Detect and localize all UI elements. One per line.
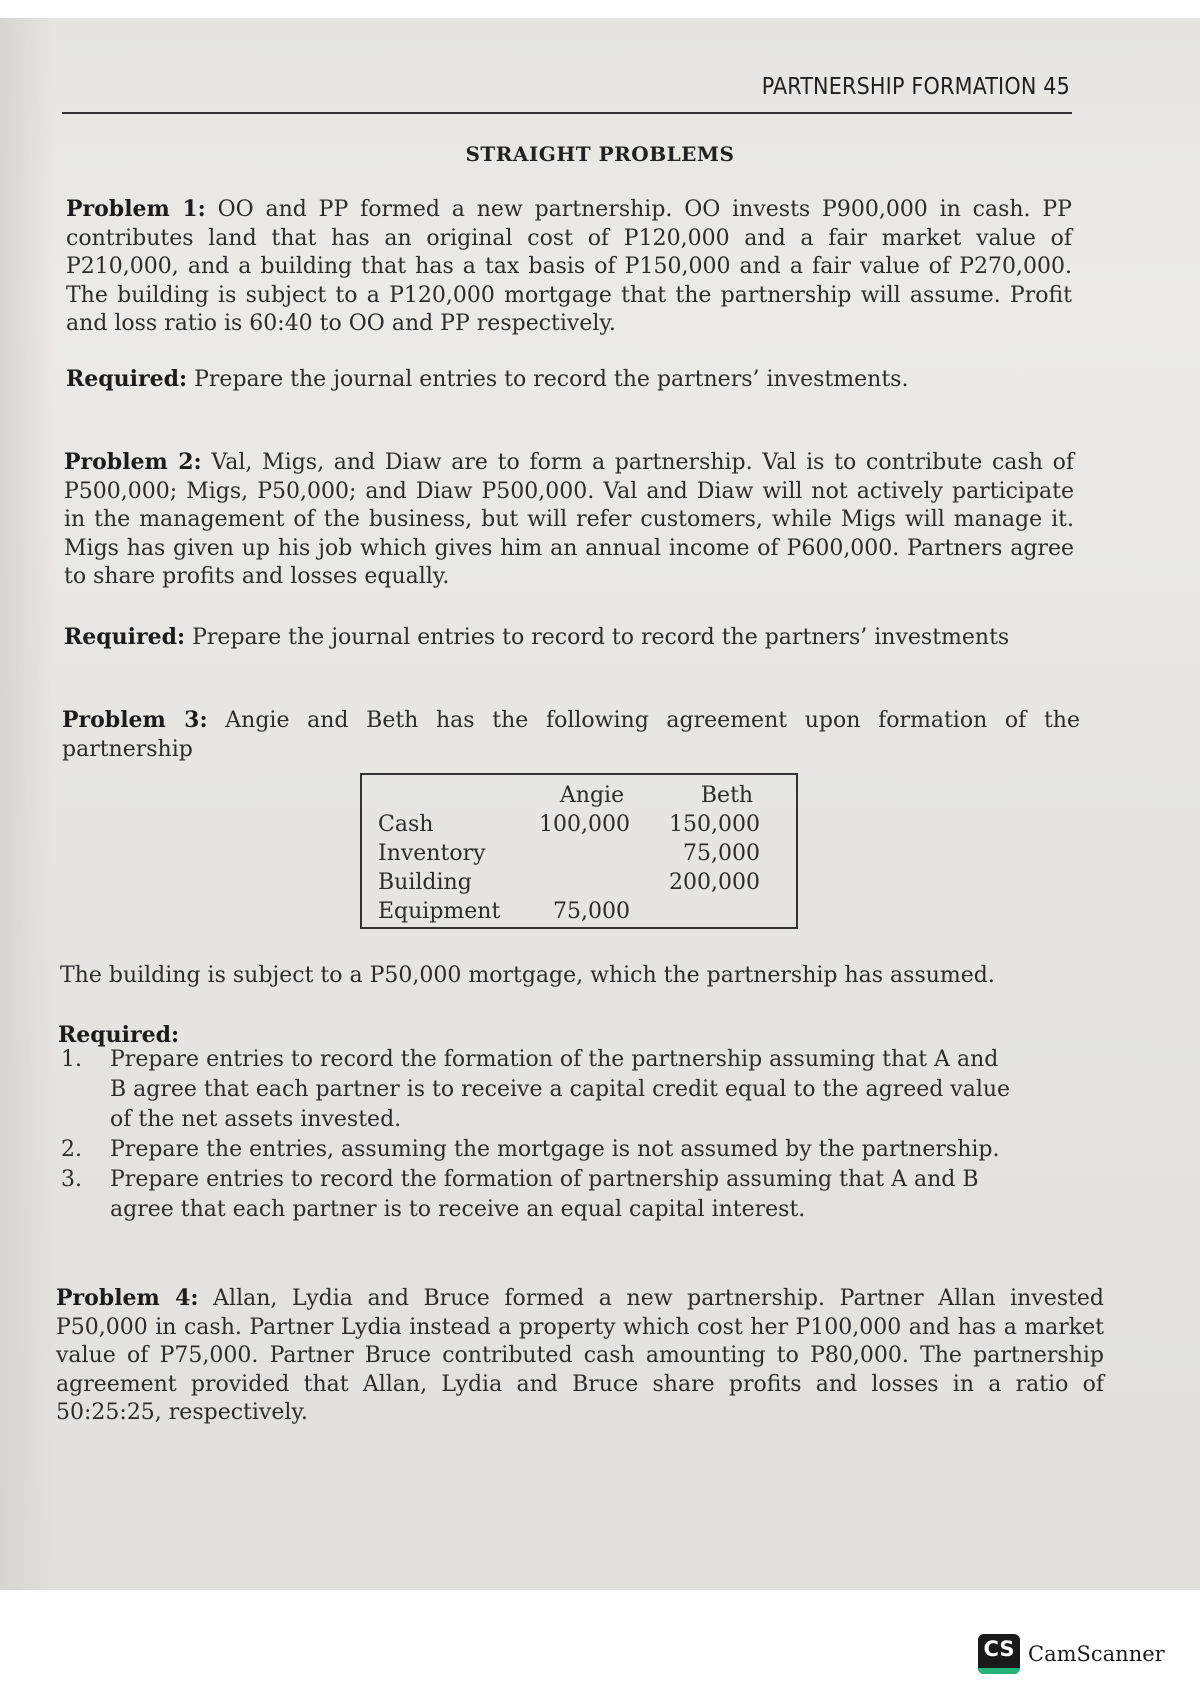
problem-1 — [66, 195, 1072, 339]
contribution-table — [360, 773, 798, 929]
table-cell-angie: 100,000 — [539, 812, 630, 837]
scanned-page — [0, 18, 1200, 1590]
problem-2 — [64, 448, 1074, 592]
required-label: Required: — [66, 366, 188, 392]
table-cell-beth: 200,000 — [669, 870, 760, 895]
problem-2-text: Val, Migs, and Diaw are to form a partnership. Val is to contribute cash of P500,000; Migs, P50,000; and Diaw P500,000. Val and Diaw will not actively participate in the management of the business, but will refer customers, while Migs will manage it. Migs has given up his job which gives him an annual income of P600,000. Partners agree to share profits and losses equally. — [64, 450, 1074, 589]
problem-4-text: Allan, Lydia and Bruce formed a new partnership. Partner Allan invested P50,000 in cash. Partner Lydia instead a property which cost her P100,000 and has a market value of P75,000. Partner Bruce contributed cash amounting to P80,000. The partnership agreement provided that Allan, Lydia and Bruce share profits and losses in a ratio of 50:25:25, respectively. — [56, 1286, 1104, 1425]
item-number: 1. — [61, 1047, 82, 1072]
table-cell-angie: 75,000 — [553, 899, 630, 924]
problem-1-label: Problem 1: — [66, 196, 206, 222]
required-text: Prepare the journal entries to record to record the partners’ investments — [192, 625, 1010, 650]
table-header-angie: Angie — [559, 783, 625, 808]
item-number: 3. — [61, 1167, 82, 1192]
camscanner-watermark — [978, 1634, 1188, 1678]
camscanner-logo-icon — [978, 1634, 1020, 1674]
item-line: Prepare entries to record the formation of partnership assuming that A and B — [110, 1167, 979, 1192]
problem-4-label: Problem 4: — [56, 1285, 199, 1311]
problem-3-text: Angie and Beth has the following agreement upon formation of the partnership — [62, 708, 1080, 762]
problem-3-required-label: Required: — [58, 1022, 180, 1048]
problem-4 — [56, 1284, 1104, 1428]
table-row-label: Inventory — [378, 841, 486, 866]
item-text — [110, 1165, 979, 1225]
problem-2-label: Problem 2: — [64, 449, 202, 475]
section-title: STRAIGHT PROBLEMS — [465, 142, 735, 166]
table-header-beth: Beth — [700, 783, 754, 808]
table-cell-beth: 75,000 — [683, 841, 760, 866]
required-text: Prepare the journal entries to record the partners’ investments. — [194, 367, 909, 392]
mortgage-note: The building is subject to a P50,000 mortgage, which the partnership has assumed. — [60, 963, 995, 988]
item-line: Prepare the entries, assuming the mortgage is not assumed by the partnership. — [110, 1137, 1000, 1162]
problem-3-label: Problem 3: — [62, 707, 208, 733]
table-row-label: Building — [378, 870, 472, 895]
table-cell-beth: 150,000 — [669, 812, 760, 837]
logo-bar — [978, 1668, 1020, 1674]
required-label: Required: — [64, 624, 186, 650]
item-line: B agree that each partner is to receive a capital credit equal to the agreed value — [110, 1077, 1011, 1102]
table-row-label: Cash — [378, 812, 434, 837]
table-row-label: Equipment — [378, 899, 501, 924]
page-header — [62, 62, 1072, 114]
item-text — [110, 1135, 1000, 1165]
item-text — [110, 1045, 1010, 1135]
item-number: 2. — [61, 1137, 82, 1162]
problem-3 — [62, 706, 1080, 764]
header-title: PARTNERSHIP FORMATION 45 — [761, 74, 1070, 100]
item-line: Prepare entries to record the formation of the partnership assuming that A and — [110, 1047, 999, 1072]
problem-1-required — [66, 365, 1072, 395]
camscanner-name: CamScanner — [1028, 1642, 1165, 1666]
logo-text: CS — [983, 1637, 1015, 1661]
item-line: of the net assets invested. — [110, 1107, 402, 1132]
problem-1-text: OO and PP formed a new partnership. OO invests P900,000 in cash. PP contributes land that has an original cost of P120,000 and a fair market value of P210,000, and a building that has a tax basis of P150,000 and a fair value of P270,000. The building is subject to a P120,000 mortgage that the partnership will assume. Profit and loss ratio is 60:40 to OO and PP respectively. — [66, 197, 1072, 336]
problem-2-required — [64, 623, 1074, 653]
item-line: agree that each partner is to receive an equal capital interest. — [110, 1197, 806, 1222]
